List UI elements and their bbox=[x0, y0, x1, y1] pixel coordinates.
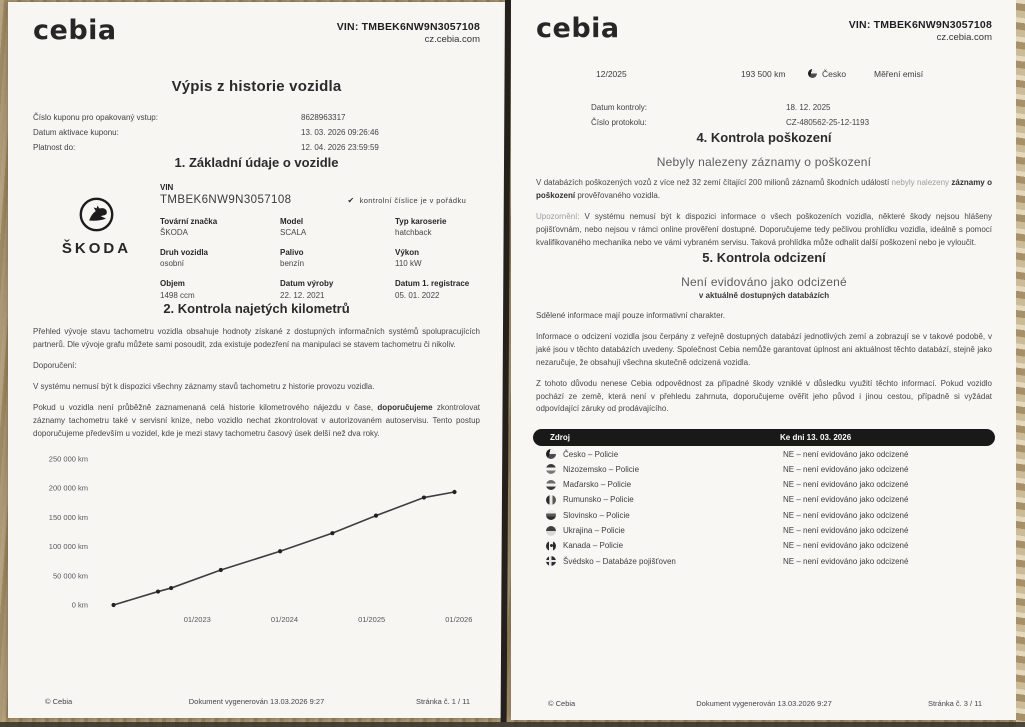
page-number: Stránka č. 3 / 11 bbox=[927, 699, 982, 708]
field-vehicle-kind: Druh vozidla osobní bbox=[160, 247, 209, 269]
svg-text:01/2025: 01/2025 bbox=[358, 614, 386, 624]
last-record-summary bbox=[536, 69, 992, 83]
page-header bbox=[536, 0, 992, 45]
field-production-date: Datum výroby 22. 12. 2021 bbox=[280, 278, 334, 300]
flag-ukraine-icon bbox=[546, 526, 556, 536]
svg-text:01/2023: 01/2023 bbox=[183, 614, 211, 624]
vin-header: VIN: TMBEK6NW9N3057108 bbox=[336, 21, 480, 33]
damage-warning-paragraph: Upozornění: V systému nemusí být k dispozici informace o všech poškozeních vozidla, některé škody nejsou hlášeny pojišťovnám, nebo nejsou v rámci online prověření dostupné. Doporučujeme tedy pečlivou prohlídku vozidla, ideálně s pomocí kvalifikovaného mechanika nebo ve vámi vybraném servisu. Taková prohlídka může odhalit další poškození nebo je vyloučit. bbox=[536, 211, 992, 247]
table-row: Česko – Policie NE – není evidováno jako odcizené bbox=[536, 446, 992, 461]
protocol-row: Číslo protokolu: CZ-480562-25-12-1193 bbox=[591, 117, 870, 127]
coupon-row: Platnost do: 12. 04. 2026 23:59:59 bbox=[33, 142, 379, 152]
report-page-3 bbox=[511, 0, 1017, 720]
section-1-heading: 1. Základní údaje o vozidle bbox=[174, 154, 339, 170]
svg-text:01/2026: 01/2026 bbox=[445, 614, 473, 624]
page-header bbox=[33, 2, 480, 47]
coupon-row: Číslo kuponu pro opakovaný vstup: 8628963317 bbox=[33, 112, 346, 122]
vehicle-fields-grid bbox=[160, 216, 480, 302]
table-row: Rumunsko – Policie NE – není evidováno jako odcizené bbox=[536, 492, 992, 507]
vehicle-basic-data bbox=[33, 179, 480, 301]
theft-result-subtitle-2: v aktuálně dostupných databázích bbox=[698, 290, 830, 300]
mileage-intro-paragraph: Přehled vývoje stavu tachometru vozidla obsahuje hodnoty získané z dostupných informačních systémů spolupracujících partnerů. Dle vývoje grafu můžete sami posoudit, zda existuje podezření na manipulaci se stavem tachometru či nikoliv. bbox=[33, 327, 480, 350]
protocol-info bbox=[536, 100, 992, 130]
field-body-type: Typ karoserie hatchback bbox=[395, 216, 447, 238]
field-first-registration: Datum 1. registrace 05. 01. 2022 bbox=[395, 278, 470, 300]
coupon-row: Datum aktivace kuponu: 13. 03. 2026 09:26:46 bbox=[33, 127, 379, 137]
table-header bbox=[533, 429, 995, 446]
field-fuel: Palivo benzín bbox=[280, 247, 305, 269]
check-icon: ✔ bbox=[347, 195, 355, 205]
protocol-row: Datum kontroly: 18. 12. 2025 bbox=[591, 102, 831, 112]
record-country: Česko bbox=[822, 68, 847, 79]
scan-edge-bottom bbox=[0, 722, 1025, 727]
scan-edge-right bbox=[1016, 0, 1025, 727]
website-link: cz.cebia.com bbox=[936, 32, 992, 44]
column-source: Zdroj bbox=[550, 433, 570, 443]
vin-value: TMBEK6NW9N3057108 bbox=[160, 193, 292, 206]
svg-text:150 000 km: 150 000 km bbox=[48, 512, 88, 522]
website-link: cz.cebia.com bbox=[424, 34, 480, 46]
mileage-chart bbox=[33, 447, 480, 631]
copyright: © Cebia bbox=[45, 697, 73, 706]
theft-result-subtitle: Není evidováno jako odcizené bbox=[681, 274, 847, 289]
theft-paragraph-3: Z tohoto důvodu nenese Cebia odpovědnost za případné škody vzniklé v důsledku využití těchto informací. Pokud vozidlo pochází ze země, která není v přehledu zahrnuta, doporučujeme ověřit jeho původ i jinou cestou, případně si vyžádat odpovídající záruky od prodávajícího. bbox=[536, 378, 992, 414]
section-2-heading: 2. Kontrola najetých kilometrů bbox=[163, 301, 350, 317]
svg-text:50 000 km: 50 000 km bbox=[52, 571, 88, 581]
section-5-heading: 5. Kontrola odcizení bbox=[702, 249, 826, 265]
mileage-note-paragraph: V systému nemusí být k dispozici všechny záznamy stavů tachometru z historie provozu vozidla. bbox=[33, 382, 375, 391]
flag-hungary-icon bbox=[546, 480, 556, 490]
coupon-info bbox=[33, 110, 480, 155]
flag-slovenia-icon bbox=[546, 510, 556, 520]
cebia-logo: cebia bbox=[33, 15, 117, 46]
flag-czechia-icon bbox=[546, 449, 556, 459]
flag-netherlands-icon bbox=[546, 464, 556, 474]
table-row: Maďarsko – Policie NE – není evidováno jako odcizené bbox=[536, 477, 992, 492]
table-row: Kanada – Policie NE – není evidováno jako odcizené bbox=[536, 538, 992, 553]
field-brand: Tovární značka ŠKODA bbox=[160, 216, 218, 238]
theft-paragraph-2: Informace o odcizení vozidla jsou čerpány z veřejně dostupných databází jednotlivých zemí a zobrazují se v takové podobě, v jaké jsou v těchto databázích uvedeny. Společnost Cebia nemůže garantovat úplnost ani aktuálnost těchto databází, stejně jako nezaručuje, že obsahují všechna skutečně odcizená vozidla. bbox=[536, 331, 992, 367]
damage-paragraph: V databázích poškozených vozů z více než 32 zemí čítající 200 milionů záznamů škodních událostí nebyly nalezeny záznamy o poškození prověřovaného vozidla. bbox=[536, 177, 992, 200]
table-row: Ukrajina – Policie NE – není evidováno jako odcizené bbox=[536, 523, 992, 538]
mileage-advice-paragraph: Pokud u vozidla není průběžně zaznamenaná celá historie kilometrového nájezdu v čase, doporučujeme zkontrolovat záznamy tachometru také v servisní knize, nebo vozidlo nechat zkontrolovat v autorizovaném autoservisu. Tento postup doporučujeme především u vozidel, kde je mezi stavy tachometru časový úsek delší než dva roky. bbox=[33, 402, 480, 438]
damage-result-subtitle: Nebyly nalezeny záznamy o poškození bbox=[656, 154, 872, 169]
table-row: Švédsko – Databáze pojišťoven NE – není evidováno jako odcizené bbox=[536, 554, 992, 569]
field-model: Model SCALA bbox=[280, 216, 307, 238]
record-period: 12/2025 bbox=[596, 68, 627, 79]
flag-romania-icon bbox=[546, 495, 556, 505]
recommendation-label: Doporučení: bbox=[33, 361, 77, 371]
svg-text:250 000 km: 250 000 km bbox=[48, 454, 88, 464]
skoda-wordmark: ŠKODA bbox=[61, 239, 132, 257]
vin-check-status: ✔ kontrolní číslice je v pořádku bbox=[347, 195, 467, 205]
svg-text:01/2024: 01/2024 bbox=[270, 614, 299, 624]
theft-paragraph-1: Sdělené informace mají pouze informativní charakter. bbox=[536, 310, 725, 320]
column-as-of-date: Ke dni 13. 03. 2026 bbox=[780, 433, 852, 443]
vin-header: VIN: TMBEK6NW9N3057108 bbox=[848, 19, 992, 31]
theft-check-table bbox=[536, 429, 992, 568]
skoda-logo-icon bbox=[78, 196, 115, 233]
report-page-1 bbox=[8, 2, 505, 718]
svg-text:100 000 km: 100 000 km bbox=[48, 541, 88, 551]
flag-canada-icon bbox=[546, 541, 556, 551]
section-4-heading: 4. Kontrola poškození bbox=[696, 129, 832, 145]
table-row: Nizozemsko – Policie NE – není evidováno jako odcizené bbox=[536, 462, 992, 477]
page-title: Výpis z historie vozidla bbox=[171, 77, 342, 95]
flag-sweden-icon bbox=[546, 556, 556, 566]
flag-czechia-icon bbox=[808, 69, 817, 78]
generated-timestamp: Dokument vygenerován 13.03.2026 9:27 bbox=[188, 697, 325, 706]
field-engine-volume: Objem 1498 ccm bbox=[160, 278, 195, 300]
page-number: Stránka č. 1 / 11 bbox=[415, 697, 470, 706]
table-row: Slovinsko – Policie NE – není evidováno jako odcizené bbox=[536, 508, 992, 523]
vin-field: VIN TMBEK6NW9N3057108 ✔ kontrolní číslice je v pořádku bbox=[160, 182, 467, 206]
copyright: © Cebia bbox=[548, 699, 576, 708]
field-power: Výkon 110 kW bbox=[395, 247, 422, 269]
record-mileage: 193 500 km bbox=[741, 68, 786, 79]
generated-timestamp: Dokument vygenerován 13.03.2026 9:27 bbox=[696, 699, 832, 708]
cebia-logo: cebia bbox=[536, 13, 620, 44]
svg-text:0 km: 0 km bbox=[71, 600, 88, 610]
record-note: Měření emisí bbox=[874, 68, 924, 79]
svg-text:200 000 km: 200 000 km bbox=[48, 483, 88, 493]
